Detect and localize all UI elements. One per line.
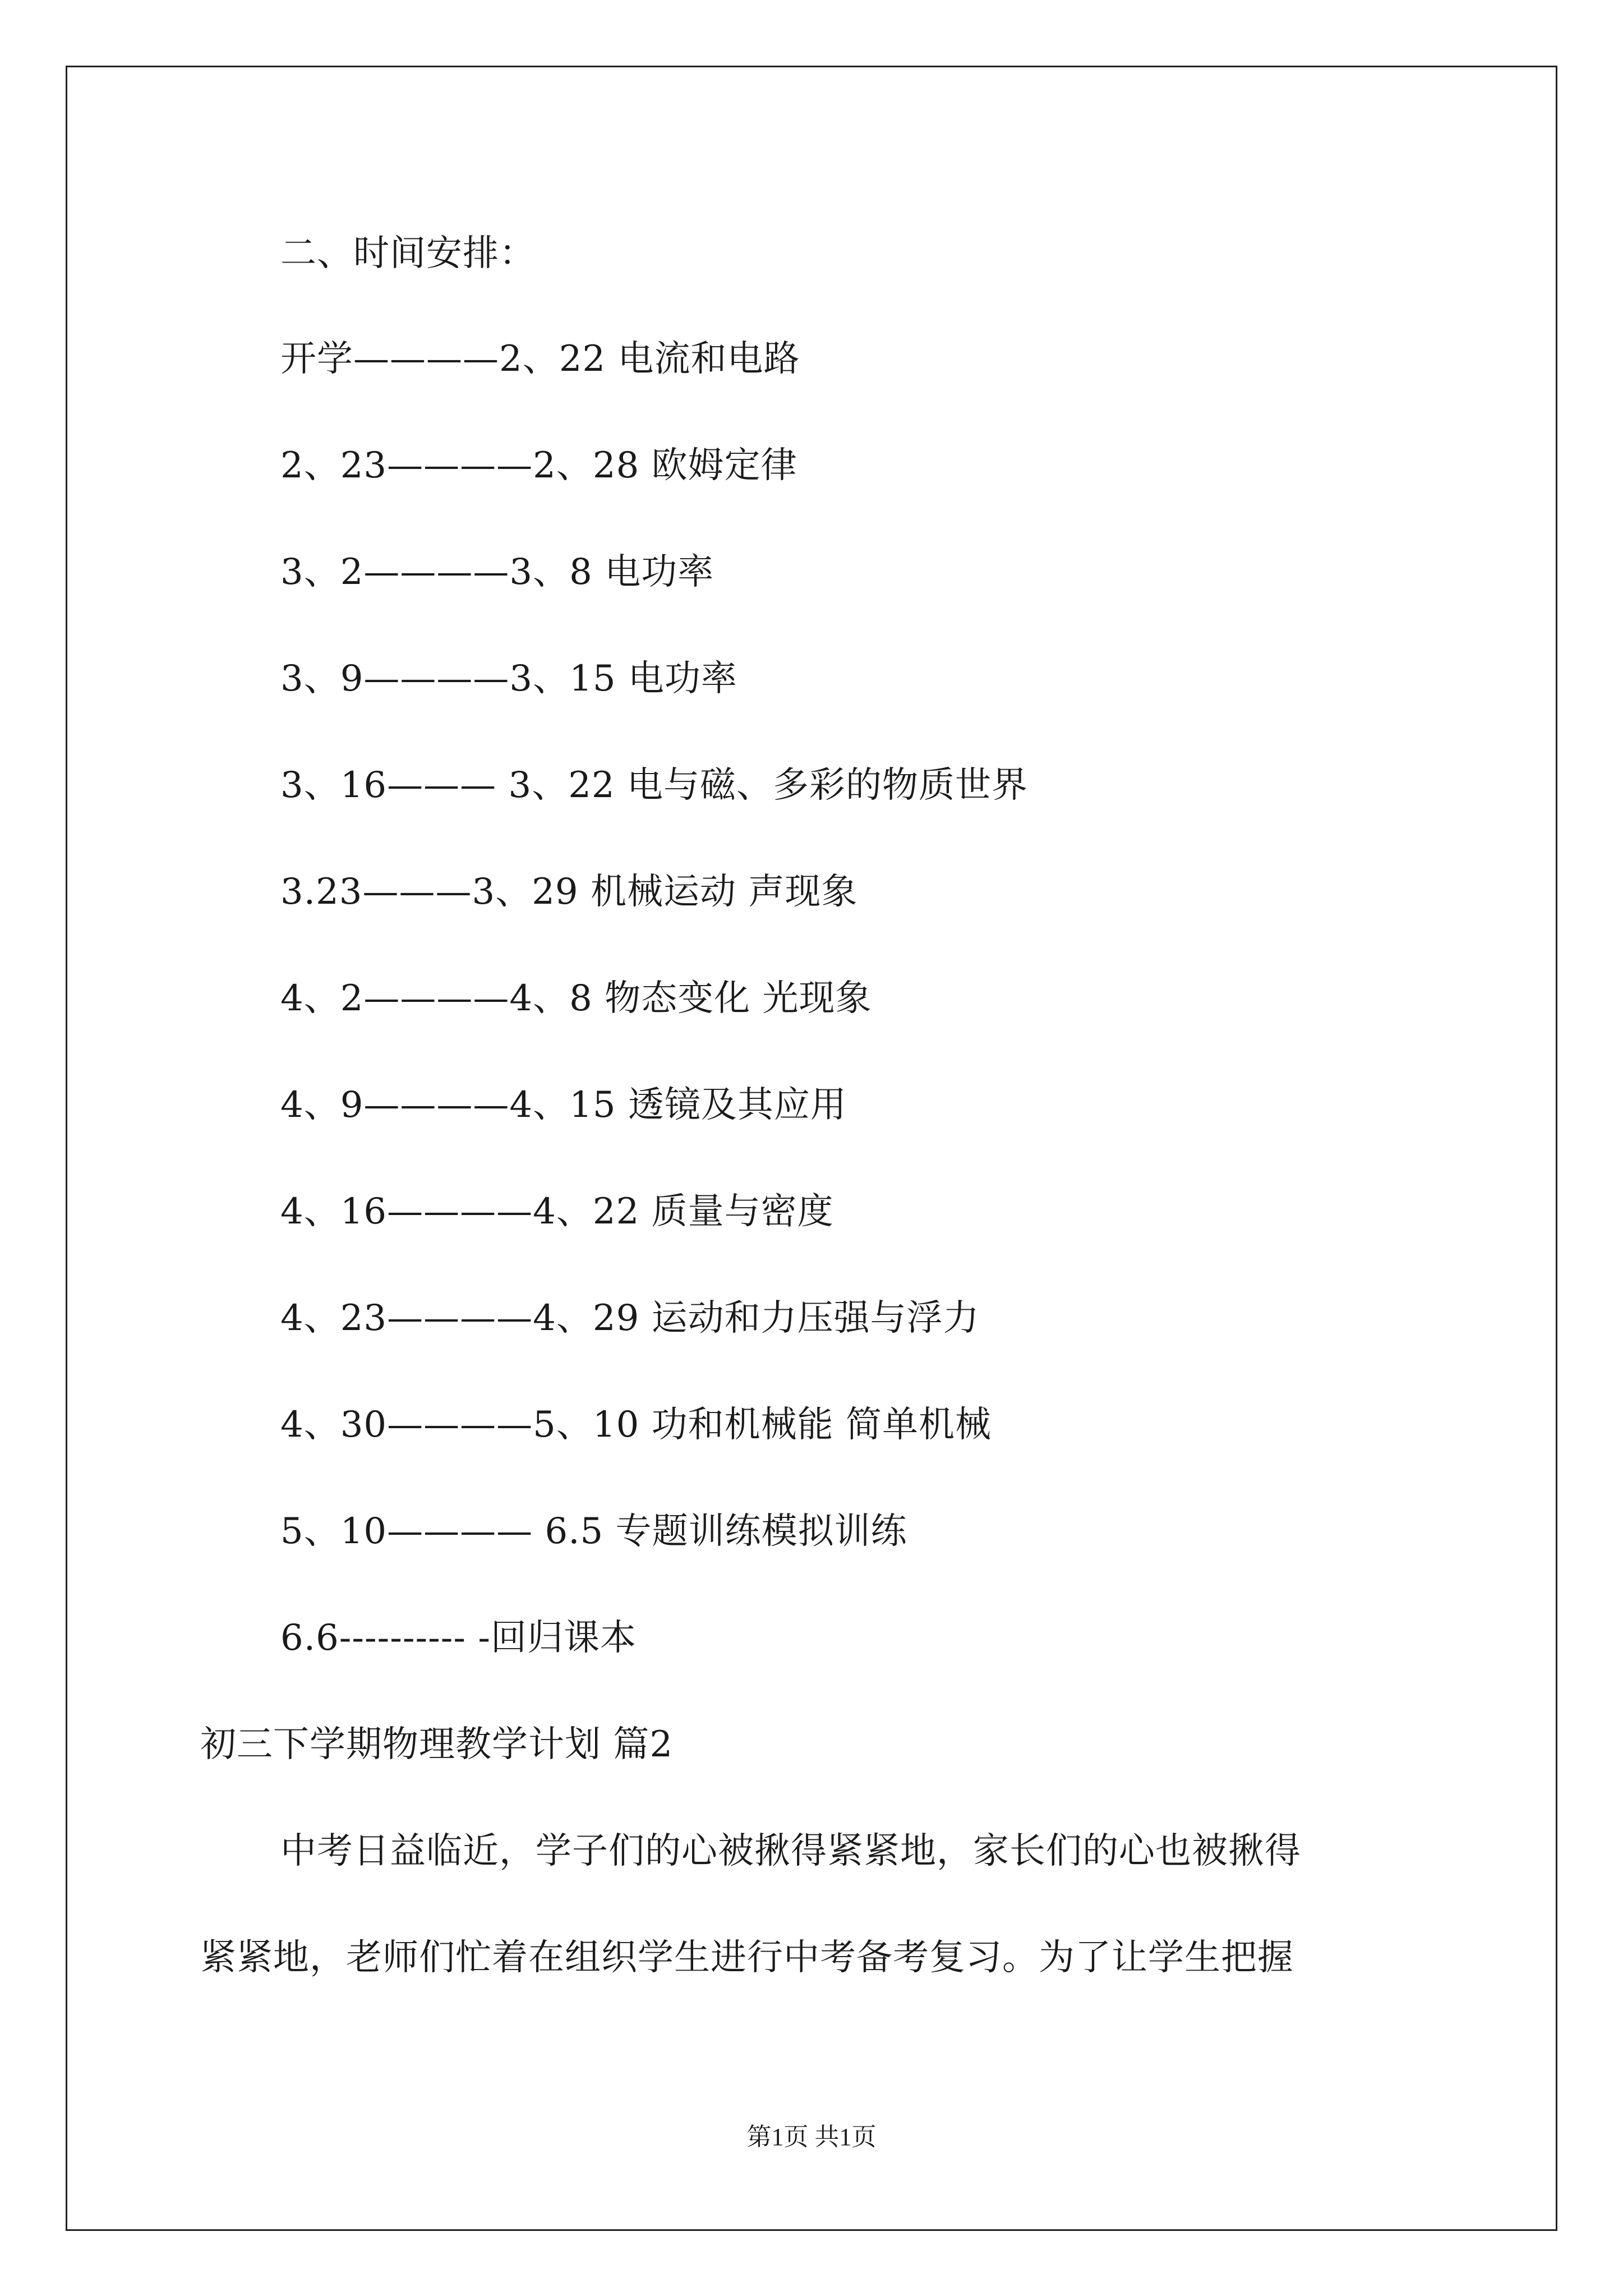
section-heading: 初三下学期物理教学计划 篇2: [200, 1724, 674, 1765]
schedule-line: 4、2————4、8 物态变化 光现象: [280, 978, 872, 1019]
schedule-heading: 二、时间安排：: [280, 233, 536, 274]
schedule-line: 4、23————4、29 运动和力压强与浮力: [280, 1297, 980, 1339]
paragraph-line: 中考日益临近，学子们的心被揪得紧紧地，家长们的心也被揪得: [280, 1830, 1301, 1872]
schedule-line: 3、2————3、8 电功率: [280, 551, 714, 593]
page-border: [66, 66, 1557, 2231]
schedule-line: 3、16——— 3、22 电与磁、多彩的物质世界: [280, 765, 1028, 806]
page-footer: 第1页 共1页: [746, 2123, 877, 2151]
schedule-line: 4、9————4、15 透镜及其应用: [280, 1084, 847, 1126]
paragraph-line: 紧紧地，老师们忙着在组织学生进行中考备考复习。为了让学生把握: [200, 1937, 1294, 1978]
schedule-line: 2、23————2、28 欧姆定律: [280, 445, 797, 486]
schedule-line: 6.6---------- -回归课本: [280, 1617, 637, 1659]
schedule-line: 4、30————5、10 功和机械能 简单机械: [280, 1404, 992, 1446]
schedule-line: 5、10———— 6.5 专题训练模拟训练: [280, 1511, 907, 1552]
schedule-line: 3、9————3、15 电功率: [280, 658, 737, 700]
schedule-line: 4、16————4、22 质量与密度: [280, 1191, 834, 1232]
schedule-line: 开学————2、22 电流和电路: [280, 338, 800, 380]
schedule-line: 3.23———3、29 机械运动 声现象: [280, 871, 858, 913]
